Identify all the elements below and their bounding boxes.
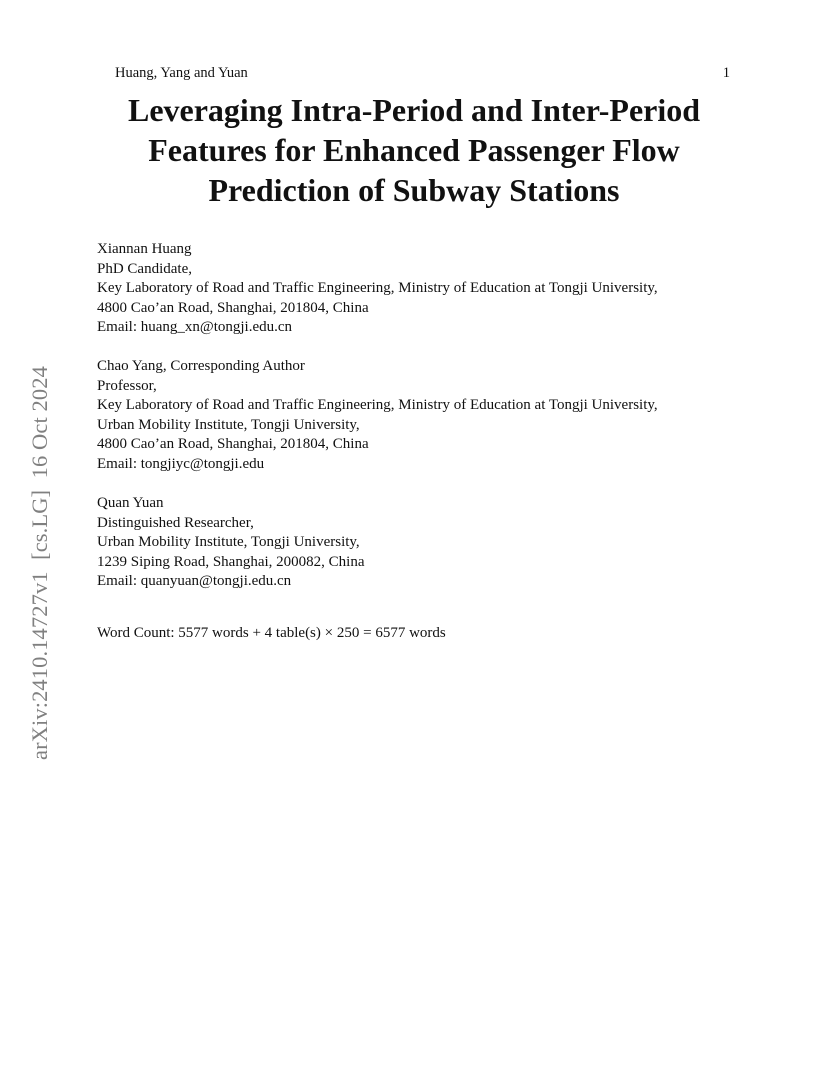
- author-address: 4800 Cao’an Road, Shanghai, 201804, China: [97, 299, 369, 316]
- author-email: Email: quanyuan@tongji.edu.cn: [97, 573, 292, 589]
- author-affiliation: Key Laboratory of Road and Traffic Engineering, Ministry of Education at Tongji University,: [97, 280, 658, 296]
- word-count: Word Count: 5577 words + 4 table(s) × 250 = 6577 words: [97, 625, 446, 641]
- author-email: Email: tongjiyc@tongji.edu: [97, 455, 265, 472]
- author-name: Xiannan Huang: [97, 241, 192, 257]
- arxiv-identifier-stamp: arXiv:2410.14727v1 [cs.LG] 16 Oct 2024: [27, 366, 52, 760]
- author-title: PhD Candidate,: [97, 260, 192, 277]
- author-affiliation: Urban Mobility Institute, Tongji University,: [97, 534, 360, 550]
- author-block-huang: [97, 240, 737, 338]
- author-title: Distinguished Researcher,: [97, 514, 254, 531]
- author-block-yang: [97, 357, 737, 474]
- author-email: Email: huang_xn@tongji.edu.cn: [97, 319, 293, 335]
- author-title: Professor,: [97, 377, 157, 394]
- running-head-authors: Huang, Yang and Yuan: [115, 65, 248, 81]
- author-block-yuan: [97, 494, 737, 592]
- author-affiliation: Urban Mobility Institute, Tongji University,: [97, 416, 360, 433]
- author-affiliation: Key Laboratory of Road and Traffic Engineering, Ministry of Education at Tongji University,: [97, 397, 658, 413]
- title-line: Prediction of Subway Stations: [208, 172, 620, 208]
- title-line: Leveraging Intra-Period and Inter-Period: [127, 92, 701, 128]
- page-number: 1: [722, 65, 730, 81]
- author-address: 1239 Siping Road, Shanghai, 200082, China: [97, 553, 365, 570]
- title-line: Features for Enhanced Passenger Flow: [148, 132, 680, 168]
- paper-title: [90, 90, 738, 210]
- author-name: Chao Yang, Corresponding Author: [97, 358, 305, 374]
- author-address: 4800 Cao’an Road, Shanghai, 201804, China: [97, 436, 369, 452]
- author-name: Quan Yuan: [97, 495, 164, 511]
